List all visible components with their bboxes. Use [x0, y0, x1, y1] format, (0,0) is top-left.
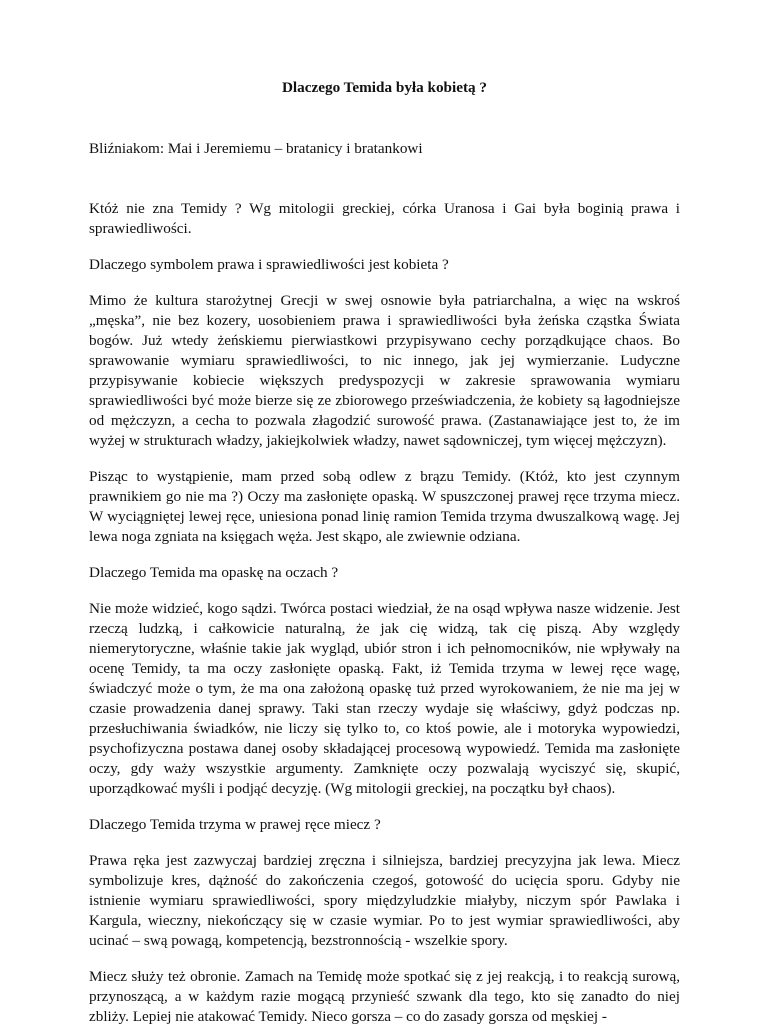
question-heading: Dlaczego Temida trzyma w prawej ręce miecz ? — [89, 816, 381, 833]
paragraph: Nie może widzieć, kogo sądzi. Twórca postaci wiedział, że na osąd wpływa nasze widzenie. Jest rzeczą ludzką, i całkowicie naturalną, że jak cię widzą, tak cię piszą. Aby względy niemerytoryczne, właśnie takie jak wygląd, ubiór stron i ich pełnomocników, nie wpływały na ocenę Temidy, ta ma oczy zasłonięte opaską. Fakt, iż Temida trzyma w lewej ręce wagę, świadczyć może o tym, że ma ona założoną opaskę tuż przed wyrokowaniem, że nie ma jej w czasie prowadzenia danej sprawy. Taki stan rzeczy wydaje się właściwy, gdyż podczas np. przesłuchiwania świadków, nie liczy się tylko to, co ktoś powie, ale i motoryka wypowiedzi, psychofizyczna postawa danej osoby składającej procesową wypowiedź. Temida ma zasłonięte oczy, gdy waży wszystkie argumenty. Zamknięte oczy pozwalają wyciszyć się, skupić, uporządkować myśli i podjąć decyzję. (Wg mitologii greckiej, na początku był chaos). — [89, 600, 680, 797]
question-heading: Dlaczego Temida ma opaskę na oczach ? — [89, 564, 339, 581]
question-heading: Dlaczego symbolem prawa i sprawiedliwości jest kobieta ? — [89, 256, 449, 273]
paragraph-truncated: Miecz służy też obronie. Zamach na Temidę może spotkać się z jej reakcją, i to reakcją surową, przynoszącą, a w każdym razie mogącą przynieść szwank dla tego, kto się zanadto do niej zbliży. Lepiej nie atakować Temidy. Nieco gorsza – co do zasady gorsza od męskiej - — [89, 968, 680, 1025]
document-title: Dlaczego Temida była kobietą ? — [281, 79, 488, 96]
paragraph: Pisząc to wystąpienie, mam przed sobą odlew z brązu Temidy. (Któż, kto jest czynnym prawnikiem go nie ma ?) Oczy ma zasłonięte opaską. W spuszczonej prawej ręce trzyma miecz. W wyciągniętej lewej ręce, uniesiona ponad linię ramion Temida trzyma dwuszalkową wagę. Jej lewa noga zgniata na księgach węża. Jest skąpo, ale zwiewnie odziana. — [89, 468, 680, 545]
dedication: Bliźniakom: Mai i Jeremiemu – bratanicy i bratankowi — [89, 140, 423, 157]
paragraph: Prawa ręka jest zazwyczaj bardziej zręczna i silniejsza, bardziej precyzyjna jak lewa. Miecz symbolizuje kres, dążność do zakończenia czegoś, gotowość do ucięcia sporu. Gdyby nie istnienie wymiaru sprawiedliwości, spory międzyludzkie miałyby, niczym spór Pawlaka i Kargula, wieczny, niekończący się w czasie wymiar. Po to jest wymiar sprawiedliwości, aby ucinać – swą powagą, kompetencją, bezstronnością - wszelkie spory. — [89, 852, 680, 949]
paragraph: Mimo że kultura starożytnej Grecji w swej osnowie była patriarchalna, a więc na wskroś „męska”, nie bez kozery, uosobieniem prawa i sprawiedliwości była żeńska cząstka Świata bogów. Już wtedy żeńskiemu pierwiastkowi przypisywano cechy porządkujące chaos. Bo sprawowanie wymiaru sprawiedliwości, to nic innego, jak jej wymierzanie. Ludyczne przypisywanie kobiecie większych predyspozycji w zakresie sprawowania wymiaru sprawiedliwości być może bierze się ze zbiorowego przeświadczenia, że kobiety są łagodniejsze od mężczyzn, a cecha to pozwala złagodzić surowość prawa. (Zastanawiające jest to, że im wyżej w strukturach władzy, jakiejkolwiek władzy, nawet sądowniczej, tym więcej mężczyzn). — [89, 292, 680, 449]
paragraph-intro: Któż nie zna Temidy ? Wg mitologii greckiej, córka Uranosa i Gai była boginią prawa i sprawiedliwości. — [89, 200, 680, 237]
